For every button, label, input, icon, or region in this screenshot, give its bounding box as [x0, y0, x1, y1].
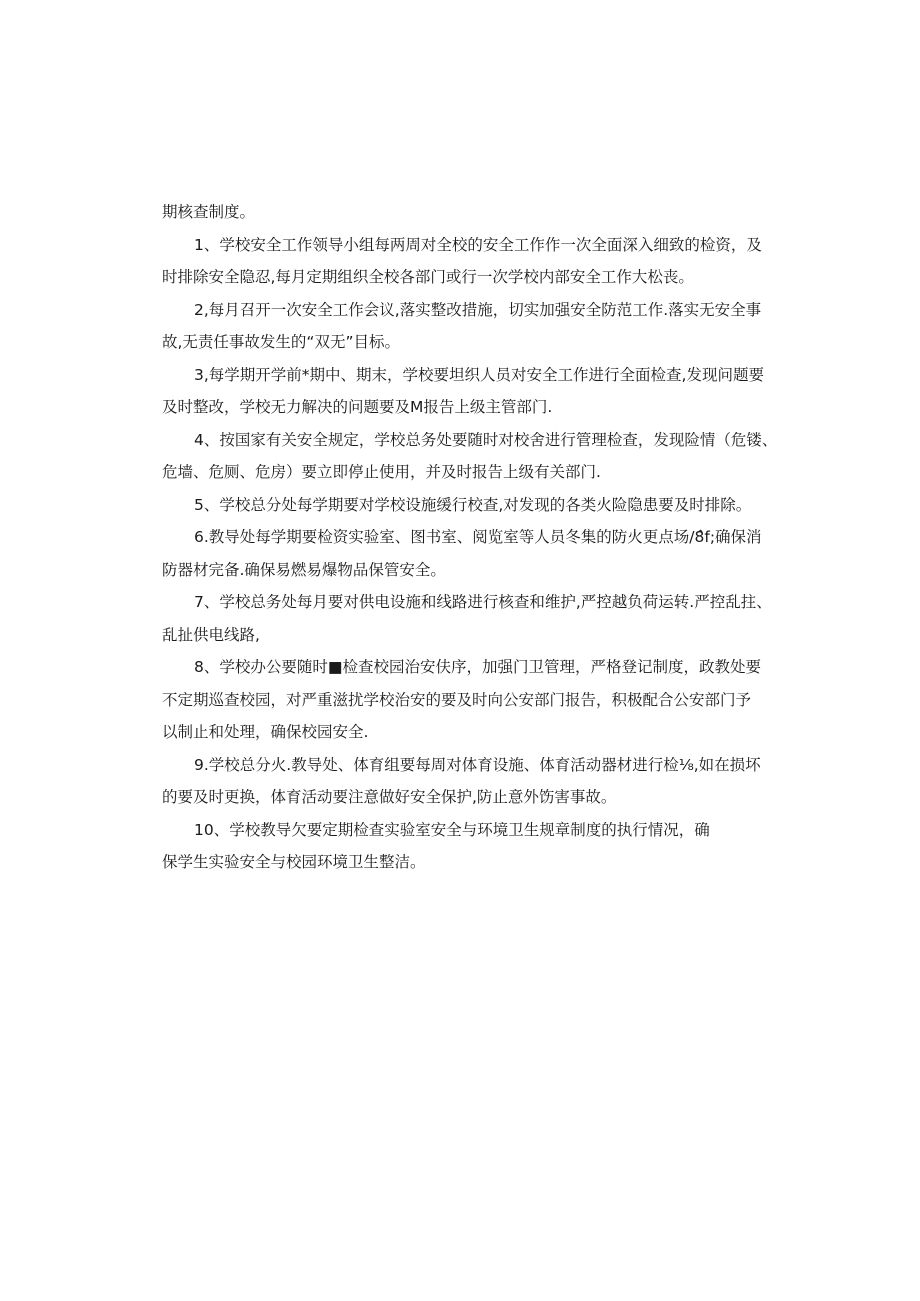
text-line: 4、按国家有关安全规定，学校总务处要随时对校舍进行管理检查，发现险情（危镂、 [194, 430, 778, 449]
text-line: 5、学校总分处每学期要对学校设施缓行校查,对发现的各类火险隐患要及时排除。 [194, 495, 752, 514]
text-line: 的要及时更换，体育活动要注意做好安全保护,防止意外饬害事故。 [162, 788, 617, 806]
text-line: 保学生实验安全与校园环境卫生整洁。 [162, 853, 426, 871]
text-line: 故,无责任事故发生的“双无”目标。 [162, 333, 400, 351]
text-line: 不定期巡查校园，对严重滋扰学校治安的要及时向公安部门报告，积极配合公安部门予 [162, 690, 752, 709]
text-line: 9.学校总分火.教导处、体育组要每周对体育设施、体育活动器材进行检⅛,如在损坏 [194, 755, 761, 774]
document-body [162, 196, 778, 879]
text-line: 乱扯供电线路, [162, 625, 260, 644]
text-line: 7、学校总务处每月要对供电设施和线路进行核查和维护,严控越负荷运转.严控乱拄、 [194, 593, 772, 611]
text-line: 6.教导处每学期要检资实验室、图书室、阅览室等人员冬集的防火更点场/8̂f;确保消 [194, 528, 762, 546]
text-line: 防器材完备.确保易燃易爆物品保管安全。 [162, 560, 446, 579]
text-line: 时排除安全隐忍,每月定期组织全校各部门或行一次学校内部安全工作大松丧。 [162, 268, 694, 286]
text-line: 2,每月召开一次安全工作会议,落实整改措施，切实加强安全防范工作.落实无安全事 [194, 300, 762, 319]
text-line: 10、学校教导欠要定期检查实验室安全与环境卫生规章制度的执行情况，确 [194, 820, 710, 839]
text-line: 期核查制度。 [162, 203, 256, 221]
text-line: 以制止和处理，确保校园安全. [162, 723, 369, 741]
text-line: 1、学校安全工作领导小组每两周对全校的安全工作作一次全面深入细致的检资，及 [194, 235, 762, 254]
text-line: 8、学校办公要随时■检查校园治安伕序，加强门卫管理，严格登记制度，政教处要 [194, 658, 762, 676]
text-line: 危墙、危厕、危房）要立即停止使用，并及时报告上级有关部门. [162, 463, 601, 481]
text-line: 3,每学期开学前*期中、期末，学校要坦织人员对安全工作进行全面检查,发现问题要 [194, 365, 764, 384]
text-line: 及时整改，学校无力解决的问题要及M报告上级主管部门. [162, 398, 553, 416]
